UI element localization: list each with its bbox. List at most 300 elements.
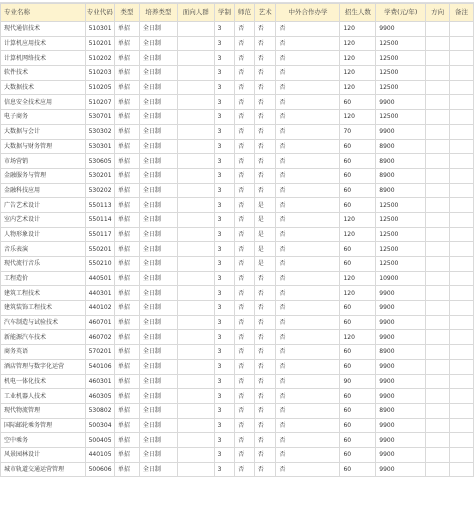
cell-normal: 否 — [235, 66, 255, 81]
table-row — [1, 462, 474, 477]
cell-major-name: 计算机应用技术 — [1, 36, 86, 51]
cell-tuition: 9900 — [376, 447, 426, 462]
cell-type: 单招 — [114, 301, 139, 316]
cell-art: 否 — [254, 301, 276, 316]
cell-art: 否 — [254, 374, 276, 389]
cell-type: 单招 — [114, 227, 139, 242]
cell-enrollment: 120 — [340, 66, 376, 81]
cell-type: 单招 — [114, 374, 139, 389]
cell-art: 否 — [254, 271, 276, 286]
header-sino-foreign: 中外合作办学 — [276, 4, 340, 22]
cell-training-type: 全日制 — [139, 315, 177, 330]
cell-major-name: 城市轨道交通运营管理 — [1, 462, 86, 477]
cell-type: 单招 — [114, 139, 139, 154]
cell-duration: 3 — [214, 257, 235, 272]
cell-art: 否 — [254, 345, 276, 360]
cell-enrollment: 60 — [340, 301, 376, 316]
cell-major-name: 机电一体化技术 — [1, 374, 86, 389]
cell-tuition: 12500 — [376, 66, 426, 81]
cell-direction — [426, 51, 450, 66]
cell-major-name: 人物形象设计 — [1, 227, 86, 242]
cell-training-type: 全日制 — [139, 330, 177, 345]
cell-direction — [426, 359, 450, 374]
cell-normal: 否 — [235, 301, 255, 316]
cell-type: 单招 — [114, 330, 139, 345]
cell-enrollment: 90 — [340, 374, 376, 389]
cell-training-type: 全日制 — [139, 124, 177, 139]
cell-audience — [177, 447, 214, 462]
cell-direction — [426, 66, 450, 81]
cell-art: 否 — [254, 330, 276, 345]
cell-sino-foreign: 否 — [276, 227, 340, 242]
cell-remarks — [450, 198, 474, 213]
cell-major-name: 工程造价 — [1, 271, 86, 286]
cell-training-type: 全日制 — [139, 139, 177, 154]
cell-direction — [426, 286, 450, 301]
cell-duration: 3 — [214, 110, 235, 125]
cell-duration: 3 — [214, 330, 235, 345]
header-audience: 面向人群 — [177, 4, 214, 22]
cell-direction — [426, 124, 450, 139]
cell-major-code: 460301 — [85, 374, 114, 389]
table-row — [1, 242, 474, 257]
cell-sino-foreign: 否 — [276, 257, 340, 272]
cell-audience — [177, 374, 214, 389]
cell-tuition: 9900 — [376, 374, 426, 389]
cell-duration: 3 — [214, 80, 235, 95]
table-row — [1, 330, 474, 345]
cell-art: 否 — [254, 139, 276, 154]
table-row — [1, 418, 474, 433]
table-row — [1, 183, 474, 198]
table-row — [1, 36, 474, 51]
cell-tuition: 9900 — [376, 315, 426, 330]
cell-remarks — [450, 36, 474, 51]
cell-enrollment: 60 — [340, 462, 376, 477]
cell-major-name: 信息安全技术应用 — [1, 95, 86, 110]
cell-major-name: 室内艺术设计 — [1, 212, 86, 227]
table-row — [1, 403, 474, 418]
cell-type: 单招 — [114, 36, 139, 51]
cell-normal: 否 — [235, 183, 255, 198]
cell-normal: 否 — [235, 212, 255, 227]
cell-training-type: 全日制 — [139, 374, 177, 389]
cell-direction — [426, 36, 450, 51]
cell-normal: 否 — [235, 124, 255, 139]
cell-direction — [426, 212, 450, 227]
cell-audience — [177, 389, 214, 404]
cell-audience — [177, 403, 214, 418]
cell-tuition: 12500 — [376, 227, 426, 242]
cell-audience — [177, 345, 214, 360]
cell-direction — [426, 22, 450, 37]
cell-duration: 3 — [214, 183, 235, 198]
cell-type: 单招 — [114, 51, 139, 66]
cell-art: 否 — [254, 462, 276, 477]
cell-sino-foreign: 否 — [276, 301, 340, 316]
cell-direction — [426, 110, 450, 125]
cell-enrollment: 120 — [340, 212, 376, 227]
cell-training-type: 全日制 — [139, 242, 177, 257]
cell-art: 否 — [254, 403, 276, 418]
cell-direction — [426, 345, 450, 360]
table-body — [1, 22, 474, 477]
header-training-type: 培养类型 — [139, 4, 177, 22]
cell-duration: 3 — [214, 389, 235, 404]
cell-enrollment: 60 — [340, 154, 376, 169]
cell-training-type: 全日制 — [139, 403, 177, 418]
cell-remarks — [450, 418, 474, 433]
cell-enrollment: 120 — [340, 80, 376, 95]
cell-normal: 否 — [235, 22, 255, 37]
cell-major-name: 金融服务与管理 — [1, 168, 86, 183]
table-row — [1, 315, 474, 330]
cell-type: 单招 — [114, 389, 139, 404]
header-art: 艺术 — [254, 4, 276, 22]
cell-enrollment: 60 — [340, 403, 376, 418]
cell-audience — [177, 110, 214, 125]
cell-type: 单招 — [114, 183, 139, 198]
cell-art: 是 — [254, 242, 276, 257]
cell-major-name: 空中乘务 — [1, 433, 86, 448]
cell-training-type: 全日制 — [139, 418, 177, 433]
cell-tuition: 12500 — [376, 257, 426, 272]
cell-major-code: 540106 — [85, 359, 114, 374]
cell-normal: 否 — [235, 168, 255, 183]
cell-enrollment: 60 — [340, 315, 376, 330]
cell-type: 单招 — [114, 212, 139, 227]
cell-enrollment: 60 — [340, 418, 376, 433]
cell-remarks — [450, 315, 474, 330]
cell-training-type: 全日制 — [139, 301, 177, 316]
header-major-code: 专业代码 — [85, 4, 114, 22]
cell-art: 否 — [254, 110, 276, 125]
cell-training-type: 全日制 — [139, 95, 177, 110]
cell-tuition: 12500 — [376, 242, 426, 257]
cell-major-code: 550210 — [85, 257, 114, 272]
cell-training-type: 全日制 — [139, 154, 177, 169]
cell-normal: 否 — [235, 36, 255, 51]
cell-sino-foreign: 否 — [276, 462, 340, 477]
cell-duration: 3 — [214, 418, 235, 433]
cell-major-code: 500606 — [85, 462, 114, 477]
cell-tuition: 8900 — [376, 154, 426, 169]
cell-audience — [177, 51, 214, 66]
cell-type: 单招 — [114, 359, 139, 374]
cell-major-name: 工业机器人技术 — [1, 389, 86, 404]
cell-direction — [426, 271, 450, 286]
cell-major-name: 现代流行音乐 — [1, 257, 86, 272]
header-normal: 师范 — [235, 4, 255, 22]
cell-major-code: 510205 — [85, 80, 114, 95]
cell-duration: 3 — [214, 66, 235, 81]
table-row — [1, 301, 474, 316]
cell-tuition: 12500 — [376, 36, 426, 51]
cell-enrollment: 60 — [340, 242, 376, 257]
cell-audience — [177, 66, 214, 81]
cell-duration: 3 — [214, 227, 235, 242]
cell-direction — [426, 433, 450, 448]
cell-duration: 3 — [214, 286, 235, 301]
cell-remarks — [450, 257, 474, 272]
cell-type: 单招 — [114, 462, 139, 477]
table-row — [1, 154, 474, 169]
cell-remarks — [450, 110, 474, 125]
cell-major-code: 510207 — [85, 95, 114, 110]
cell-major-code: 550117 — [85, 227, 114, 242]
cell-audience — [177, 242, 214, 257]
cell-type: 单招 — [114, 447, 139, 462]
cell-sino-foreign: 否 — [276, 242, 340, 257]
cell-audience — [177, 183, 214, 198]
cell-major-code: 550201 — [85, 242, 114, 257]
cell-major-name: 国际邮轮乘务管理 — [1, 418, 86, 433]
cell-major-code: 440105 — [85, 447, 114, 462]
cell-tuition: 12500 — [376, 198, 426, 213]
cell-major-code: 510202 — [85, 51, 114, 66]
cell-remarks — [450, 286, 474, 301]
cell-normal: 否 — [235, 271, 255, 286]
cell-major-code: 440501 — [85, 271, 114, 286]
cell-direction — [426, 403, 450, 418]
cell-art: 否 — [254, 389, 276, 404]
cell-remarks — [450, 271, 474, 286]
table-row — [1, 257, 474, 272]
cell-direction — [426, 257, 450, 272]
cell-type: 单招 — [114, 168, 139, 183]
cell-duration: 3 — [214, 22, 235, 37]
cell-audience — [177, 433, 214, 448]
cell-major-name: 金融科技应用 — [1, 183, 86, 198]
cell-type: 单招 — [114, 66, 139, 81]
cell-tuition: 9900 — [376, 286, 426, 301]
cell-sino-foreign: 否 — [276, 315, 340, 330]
cell-remarks — [450, 154, 474, 169]
cell-enrollment: 60 — [340, 168, 376, 183]
cell-training-type: 全日制 — [139, 389, 177, 404]
cell-major-name: 大数据与财务管理 — [1, 139, 86, 154]
table-row — [1, 198, 474, 213]
cell-type: 单招 — [114, 433, 139, 448]
cell-enrollment: 120 — [340, 110, 376, 125]
cell-duration: 3 — [214, 315, 235, 330]
cell-enrollment: 60 — [340, 257, 376, 272]
cell-sino-foreign: 否 — [276, 183, 340, 198]
cell-tuition: 12500 — [376, 51, 426, 66]
cell-enrollment: 60 — [340, 198, 376, 213]
cell-art: 否 — [254, 66, 276, 81]
cell-enrollment: 60 — [340, 345, 376, 360]
cell-enrollment: 120 — [340, 271, 376, 286]
cell-enrollment: 60 — [340, 359, 376, 374]
cell-duration: 3 — [214, 36, 235, 51]
cell-major-name: 建筑工程技术 — [1, 286, 86, 301]
cell-normal: 否 — [235, 374, 255, 389]
cell-remarks — [450, 212, 474, 227]
cell-audience — [177, 359, 214, 374]
cell-training-type: 全日制 — [139, 183, 177, 198]
cell-direction — [426, 183, 450, 198]
cell-art: 否 — [254, 154, 276, 169]
cell-audience — [177, 139, 214, 154]
cell-art: 是 — [254, 198, 276, 213]
cell-training-type: 全日制 — [139, 257, 177, 272]
cell-duration: 3 — [214, 51, 235, 66]
cell-remarks — [450, 359, 474, 374]
cell-training-type: 全日制 — [139, 345, 177, 360]
cell-duration: 3 — [214, 242, 235, 257]
cell-type: 单招 — [114, 345, 139, 360]
cell-art: 否 — [254, 183, 276, 198]
cell-art: 否 — [254, 95, 276, 110]
cell-audience — [177, 227, 214, 242]
table-row — [1, 66, 474, 81]
cell-tuition: 10900 — [376, 271, 426, 286]
table-row — [1, 359, 474, 374]
cell-remarks — [450, 168, 474, 183]
cell-audience — [177, 168, 214, 183]
cell-audience — [177, 124, 214, 139]
cell-art: 是 — [254, 257, 276, 272]
cell-major-code: 530701 — [85, 110, 114, 125]
cell-training-type: 全日制 — [139, 462, 177, 477]
cell-enrollment: 120 — [340, 330, 376, 345]
header-major-name: 专业名称 — [1, 4, 86, 22]
cell-major-name: 现代物流管理 — [1, 403, 86, 418]
cell-art: 否 — [254, 22, 276, 37]
cell-art: 否 — [254, 286, 276, 301]
cell-direction — [426, 315, 450, 330]
cell-sino-foreign: 否 — [276, 374, 340, 389]
table-row — [1, 212, 474, 227]
cell-type: 单招 — [114, 286, 139, 301]
cell-training-type: 全日制 — [139, 168, 177, 183]
cell-major-name: 新能源汽车技术 — [1, 330, 86, 345]
cell-major-code: 530202 — [85, 183, 114, 198]
cell-remarks — [450, 403, 474, 418]
cell-audience — [177, 212, 214, 227]
cell-enrollment: 60 — [340, 389, 376, 404]
cell-duration: 3 — [214, 301, 235, 316]
cell-sino-foreign: 否 — [276, 110, 340, 125]
table-row — [1, 51, 474, 66]
cell-direction — [426, 242, 450, 257]
cell-enrollment: 120 — [340, 286, 376, 301]
cell-audience — [177, 271, 214, 286]
cell-major-code: 570201 — [85, 345, 114, 360]
cell-major-code: 530605 — [85, 154, 114, 169]
cell-training-type: 全日制 — [139, 51, 177, 66]
cell-enrollment: 60 — [340, 433, 376, 448]
cell-enrollment: 60 — [340, 139, 376, 154]
cell-training-type: 全日制 — [139, 212, 177, 227]
cell-duration: 3 — [214, 462, 235, 477]
cell-major-name: 酒店管理与数字化运营 — [1, 359, 86, 374]
cell-remarks — [450, 66, 474, 81]
cell-art: 否 — [254, 433, 276, 448]
cell-duration: 3 — [214, 374, 235, 389]
cell-normal: 否 — [235, 257, 255, 272]
table-row — [1, 447, 474, 462]
header-remarks: 备注 — [450, 4, 474, 22]
cell-type: 单招 — [114, 95, 139, 110]
cell-type: 单招 — [114, 257, 139, 272]
cell-major-code: 500304 — [85, 418, 114, 433]
cell-duration: 3 — [214, 359, 235, 374]
table-row — [1, 433, 474, 448]
cell-duration: 3 — [214, 95, 235, 110]
cell-duration: 3 — [214, 271, 235, 286]
table-header-row — [1, 4, 474, 22]
cell-remarks — [450, 139, 474, 154]
table-row — [1, 271, 474, 286]
cell-training-type: 全日制 — [139, 286, 177, 301]
cell-major-name: 计算机网络技术 — [1, 51, 86, 66]
cell-art: 是 — [254, 212, 276, 227]
cell-duration: 3 — [214, 154, 235, 169]
cell-remarks — [450, 345, 474, 360]
cell-remarks — [450, 80, 474, 95]
cell-remarks — [450, 22, 474, 37]
cell-normal: 否 — [235, 403, 255, 418]
cell-major-code: 460305 — [85, 389, 114, 404]
enrollment-table — [0, 3, 474, 477]
table-row — [1, 345, 474, 360]
header-tuition: 学费(元/年) — [376, 4, 426, 22]
cell-major-code: 550114 — [85, 212, 114, 227]
cell-sino-foreign: 否 — [276, 345, 340, 360]
cell-normal: 否 — [235, 110, 255, 125]
cell-duration: 3 — [214, 212, 235, 227]
cell-tuition: 9900 — [376, 330, 426, 345]
cell-direction — [426, 447, 450, 462]
cell-normal: 否 — [235, 359, 255, 374]
cell-tuition: 12500 — [376, 110, 426, 125]
cell-sino-foreign: 否 — [276, 95, 340, 110]
cell-remarks — [450, 462, 474, 477]
cell-sino-foreign: 否 — [276, 212, 340, 227]
cell-normal: 否 — [235, 447, 255, 462]
cell-remarks — [450, 51, 474, 66]
cell-major-name: 大数据与会计 — [1, 124, 86, 139]
table-row — [1, 110, 474, 125]
cell-sino-foreign: 否 — [276, 168, 340, 183]
cell-direction — [426, 301, 450, 316]
cell-training-type: 全日制 — [139, 80, 177, 95]
cell-sino-foreign: 否 — [276, 124, 340, 139]
cell-major-code: 530802 — [85, 403, 114, 418]
table-row — [1, 168, 474, 183]
cell-normal: 否 — [235, 433, 255, 448]
cell-remarks — [450, 124, 474, 139]
cell-tuition: 9900 — [376, 418, 426, 433]
cell-major-code: 460701 — [85, 315, 114, 330]
cell-remarks — [450, 389, 474, 404]
cell-art: 否 — [254, 168, 276, 183]
cell-remarks — [450, 374, 474, 389]
table-row — [1, 374, 474, 389]
cell-enrollment: 60 — [340, 183, 376, 198]
cell-major-code: 510201 — [85, 36, 114, 51]
cell-sino-foreign: 否 — [276, 330, 340, 345]
cell-major-name: 广告艺术设计 — [1, 198, 86, 213]
header-enrollment: 招生人数 — [340, 4, 376, 22]
cell-audience — [177, 36, 214, 51]
table-row — [1, 227, 474, 242]
cell-enrollment: 120 — [340, 227, 376, 242]
cell-major-code: 500405 — [85, 433, 114, 448]
cell-sino-foreign: 否 — [276, 66, 340, 81]
